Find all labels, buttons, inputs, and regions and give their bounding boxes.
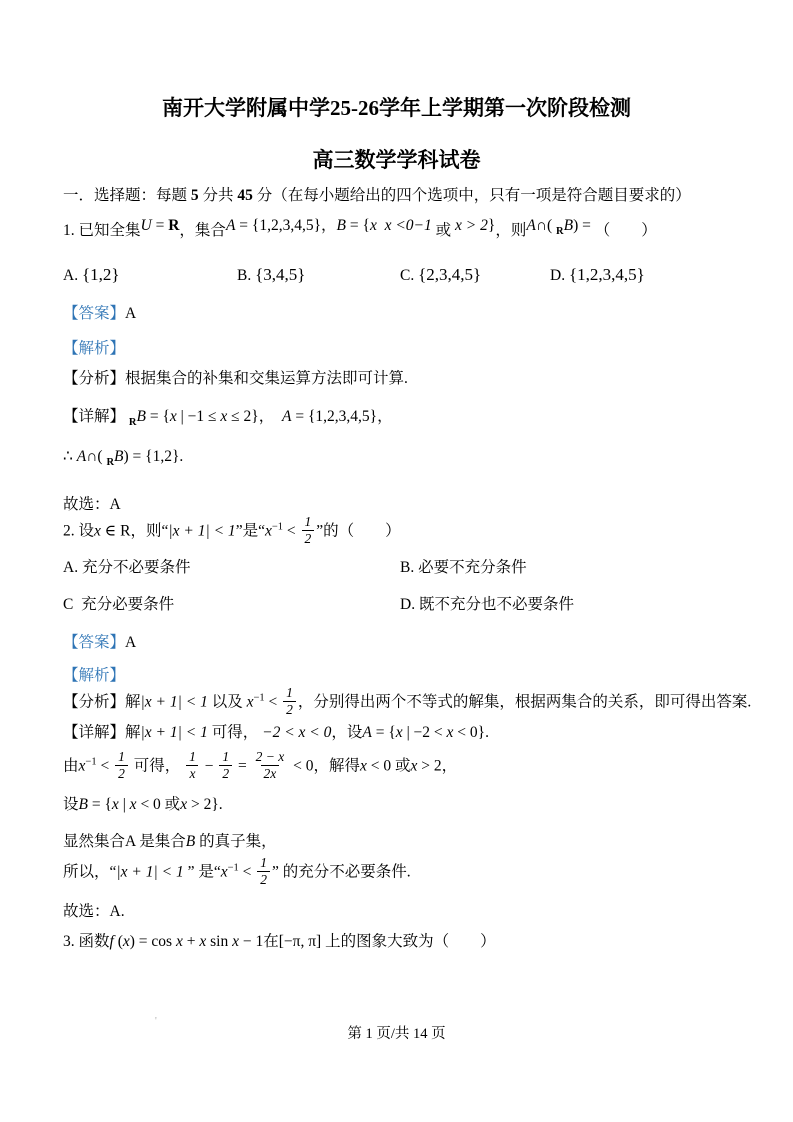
text-segment: 或 bbox=[431, 222, 456, 239]
text-segment: −1 bbox=[253, 692, 265, 704]
text-segment: | −2 < bbox=[402, 724, 447, 742]
text-segment: 45 bbox=[237, 187, 253, 204]
text-segment: 分共 bbox=[198, 187, 238, 204]
text-segment: C 充分必要条件 bbox=[63, 596, 175, 614]
text-segment: x bbox=[220, 863, 228, 881]
text-segment: ，则 bbox=[495, 222, 527, 239]
text-segment: {3,4,5} bbox=[255, 265, 306, 284]
text-segment: R bbox=[556, 226, 564, 237]
text-segment: B bbox=[563, 217, 574, 234]
text-segment: > 2， bbox=[417, 757, 458, 775]
text-segment: 所以，“ bbox=[63, 863, 117, 881]
text-segment: < bbox=[96, 757, 114, 775]
q1-answer-line bbox=[63, 303, 730, 325]
text-segment: |x + 1| < 1 bbox=[140, 693, 208, 711]
text-segment: x x <0−1 bbox=[369, 217, 432, 234]
q2-option-a bbox=[63, 556, 400, 580]
text-segment: ，设 bbox=[331, 724, 363, 742]
text-segment: sin bbox=[206, 933, 233, 951]
text-segment: B bbox=[336, 217, 347, 234]
text-segment: {1,2,3,4,5} bbox=[568, 265, 645, 284]
text-segment: x bbox=[359, 757, 367, 775]
text-segment: 由 bbox=[63, 757, 79, 775]
text-segment: < bbox=[283, 522, 300, 540]
text-segment: x bbox=[169, 408, 177, 425]
q1-therefore-line bbox=[63, 444, 730, 476]
text-segment: 【解析】 bbox=[63, 667, 126, 685]
text-segment: A bbox=[225, 217, 236, 234]
text-segment: R bbox=[168, 217, 180, 234]
q2-option-b bbox=[400, 556, 730, 580]
text-segment: = bbox=[151, 217, 169, 234]
question-2-options-row1 bbox=[63, 556, 730, 580]
text-segment: A bbox=[125, 305, 137, 322]
q1-choice-line bbox=[63, 494, 730, 516]
text-segment: ” 是“ bbox=[183, 863, 221, 881]
text-segment: x bbox=[129, 796, 137, 814]
text-segment: } bbox=[487, 217, 496, 234]
text-segment: x bbox=[111, 796, 119, 814]
text-segment: A bbox=[526, 217, 536, 234]
fraction: $\frac{2 - x}{2x}$ bbox=[255, 749, 285, 781]
text-segment: （ ） bbox=[594, 222, 657, 239]
text-segment: ，集合 bbox=[179, 222, 226, 239]
text-segment: 上的图象大致为（ ） bbox=[321, 933, 496, 951]
text-segment: ”是“ bbox=[235, 522, 265, 540]
text-segment: ∩( bbox=[535, 217, 557, 234]
text-segment: 显然集合A 是集合 bbox=[63, 833, 186, 851]
q2-analysis-label bbox=[63, 665, 730, 687]
text-segment: 以及 bbox=[207, 693, 247, 711]
text-segment: x bbox=[122, 933, 130, 951]
text-segment: = { bbox=[145, 408, 170, 425]
text-segment: ， bbox=[321, 217, 337, 234]
text-segment: = {1,2,3,4,5} bbox=[291, 408, 378, 425]
fraction: $\frac{1}{2}$ bbox=[257, 855, 270, 887]
text-segment: 【分析】根据集合的补集和交集运算方法即可计算. bbox=[63, 370, 408, 387]
q2-answer-line bbox=[63, 632, 730, 654]
text-segment: D. bbox=[550, 267, 569, 284]
text-segment: 【分析】解 bbox=[63, 693, 141, 711]
text-segment: − 1 bbox=[238, 933, 264, 951]
question-1-stem bbox=[63, 216, 730, 252]
text-segment: x bbox=[220, 408, 228, 425]
text-segment: < bbox=[264, 693, 282, 711]
text-segment: x bbox=[180, 796, 188, 814]
question-3-stem bbox=[63, 929, 730, 955]
text-segment: 可得， bbox=[207, 724, 263, 742]
text-segment: |x + 1| < 1 bbox=[140, 724, 208, 742]
text-segment: > 2}. bbox=[187, 796, 223, 814]
q2-option-c bbox=[63, 593, 400, 617]
q1-option-d bbox=[550, 262, 730, 289]
text-segment: x bbox=[395, 724, 403, 742]
stray-mark: ' bbox=[155, 1016, 157, 1027]
text-segment: ，分别得出两个不等式的解集，根据两集合的关系，即可得出答案. bbox=[297, 693, 752, 711]
text-segment: 5 bbox=[190, 187, 199, 204]
q2-solution-line2 bbox=[63, 751, 730, 783]
q1-solution-line bbox=[63, 404, 730, 436]
text-segment: x bbox=[246, 693, 254, 711]
q1-option-b bbox=[237, 262, 400, 289]
text-segment: B bbox=[185, 833, 196, 851]
text-segment: = { bbox=[371, 724, 396, 742]
q1-option-a bbox=[63, 262, 237, 289]
text-segment: 1. 已知全集 bbox=[63, 222, 141, 239]
exam-subtitle: 高三数学学科试卷 bbox=[312, 148, 481, 172]
question-2-options-row2 bbox=[63, 593, 730, 617]
text-segment: ” 的充分不必要条件. bbox=[272, 863, 411, 881]
q1-option-c bbox=[400, 262, 550, 289]
text-segment: 【答案】 bbox=[63, 305, 126, 322]
text-segment: = bbox=[234, 757, 251, 775]
text-segment: 【答案】 bbox=[63, 634, 126, 652]
text-segment: = { bbox=[87, 796, 112, 814]
text-segment: x bbox=[94, 522, 101, 540]
text-segment: < bbox=[238, 863, 256, 881]
text-segment: A. 充分不必要条件 bbox=[63, 559, 191, 577]
text-segment: ∴ bbox=[63, 448, 77, 465]
text-segment: A bbox=[282, 408, 292, 425]
text-segment: 【解析】 bbox=[63, 340, 126, 357]
text-segment: 2. 设 bbox=[63, 522, 95, 540]
text-segment: A bbox=[362, 724, 372, 742]
fraction: $\frac{1}{2}$ bbox=[302, 514, 315, 546]
section-heading bbox=[63, 184, 730, 208]
q2-solution-line5 bbox=[63, 857, 730, 889]
q2-solution-line3 bbox=[63, 793, 730, 817]
text-segment: 在 bbox=[263, 933, 279, 951]
text-segment: A bbox=[76, 448, 87, 465]
text-segment: B bbox=[78, 796, 88, 814]
text-segment: ∈ R，则“ bbox=[100, 522, 169, 540]
text-segment: B bbox=[136, 408, 146, 425]
text-segment: x bbox=[410, 757, 418, 775]
text-segment: = { bbox=[346, 217, 370, 234]
q2-solution-line1 bbox=[63, 721, 730, 745]
fraction: $\frac{1}{2}$ bbox=[115, 749, 128, 781]
q1-method-line bbox=[63, 368, 730, 390]
text-segment: {1,2} bbox=[81, 265, 120, 284]
text-segment: ， bbox=[258, 408, 282, 425]
q1-analysis-label bbox=[63, 338, 730, 360]
page-footer: 第 1 页/共 14 页 bbox=[347, 1026, 446, 1042]
question-1-options bbox=[63, 262, 730, 289]
q2-option-d bbox=[400, 593, 730, 617]
text-segment: U bbox=[140, 217, 152, 234]
text-segment: < 0 或 bbox=[366, 757, 411, 775]
text-segment: ， bbox=[377, 408, 393, 425]
text-segment: A. bbox=[63, 267, 82, 284]
text-segment: x bbox=[78, 757, 86, 775]
text-segment: = {1,2,3,4,5} bbox=[235, 217, 322, 234]
q2-method-line bbox=[63, 685, 752, 719]
text-segment: 设 bbox=[63, 796, 79, 814]
text-segment: D. 既不充分也不必要条件 bbox=[400, 596, 574, 614]
text-segment: | bbox=[118, 796, 130, 814]
text-segment: f bbox=[109, 933, 114, 951]
text-segment: R bbox=[128, 417, 137, 428]
text-segment: x bbox=[199, 933, 207, 951]
text-segment: C. bbox=[400, 267, 419, 284]
text-segment: ∩( bbox=[86, 448, 107, 465]
text-segment: x bbox=[446, 724, 454, 742]
text-segment: 故选：A bbox=[63, 496, 121, 513]
text-segment: ”的（ ） bbox=[316, 522, 401, 540]
text-segment: A bbox=[125, 634, 137, 652]
text-segment: B. bbox=[237, 267, 256, 284]
fraction: $\frac{1}{2}$ bbox=[283, 685, 296, 717]
text-segment: ≤ 2} bbox=[227, 408, 259, 425]
fraction: $\frac{1}{x}$ bbox=[186, 749, 199, 781]
q2-choice-line bbox=[63, 901, 730, 923]
text-segment: [−π, π] bbox=[278, 933, 322, 951]
text-segment: 【详解】解 bbox=[63, 724, 141, 742]
text-segment: −1 bbox=[85, 756, 97, 768]
text-segment: ( bbox=[113, 933, 123, 951]
text-segment: 故选：A. bbox=[63, 903, 125, 921]
text-segment: |x + 1| < 1 bbox=[168, 522, 236, 540]
text-segment: B bbox=[114, 448, 124, 465]
text-segment: 【详解】 bbox=[63, 408, 129, 425]
text-segment: 可得， bbox=[129, 757, 185, 775]
text-segment: < 0}. bbox=[453, 724, 489, 742]
text-segment: 一．选择题：每题 bbox=[63, 187, 191, 204]
text-segment: | −1 ≤ bbox=[176, 408, 221, 425]
exam-title: 南开大学附属中学25-26学年上学期第一次阶段检测 bbox=[162, 96, 631, 120]
text-segment: {2,3,4,5} bbox=[418, 265, 482, 284]
text-segment: 分（在每小题给出的四个选项中，只有一项是符合题目要求的） bbox=[252, 187, 691, 204]
text-segment: x bbox=[175, 933, 183, 951]
fraction: $\frac{1}{2}$ bbox=[219, 749, 232, 781]
text-segment: −2 < x < 0 bbox=[262, 724, 332, 742]
text-segment: ) = cos bbox=[129, 933, 176, 951]
q2-solution-line4 bbox=[63, 831, 730, 853]
text-segment: − bbox=[200, 757, 218, 775]
text-segment: B. 必要不充分条件 bbox=[400, 559, 527, 577]
text-segment: 的真子集， bbox=[195, 833, 277, 851]
question-2-stem bbox=[63, 516, 730, 548]
text-segment: ) = {1,2}. bbox=[123, 448, 184, 465]
text-segment: −1 bbox=[227, 862, 239, 874]
text-segment: x bbox=[264, 522, 272, 540]
text-segment: x > 2 bbox=[455, 217, 488, 234]
text-segment: + bbox=[182, 933, 200, 951]
text-segment: R bbox=[106, 457, 115, 468]
text-segment: ) = bbox=[573, 217, 595, 234]
text-segment: x bbox=[232, 933, 239, 951]
text-segment: < 0 或 bbox=[136, 796, 181, 814]
text-segment: 3. 函数 bbox=[63, 933, 110, 951]
text-segment: |x + 1| < 1 bbox=[116, 863, 184, 881]
text-segment: < 0，解得 bbox=[289, 757, 360, 775]
text-segment: −1 bbox=[271, 521, 284, 533]
